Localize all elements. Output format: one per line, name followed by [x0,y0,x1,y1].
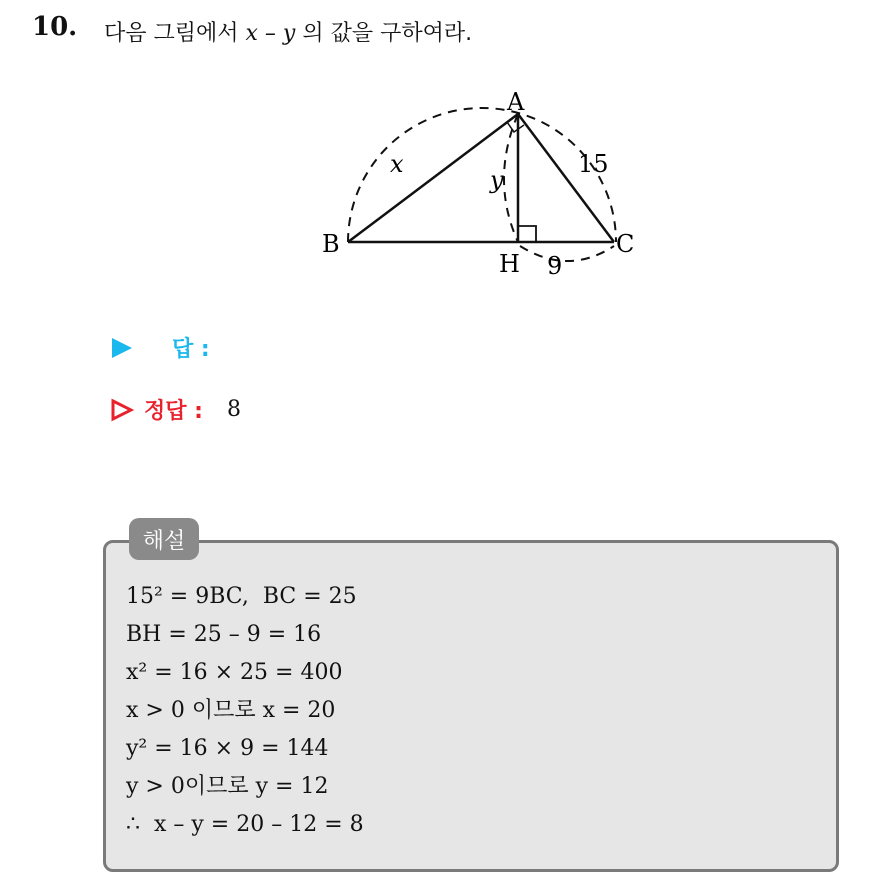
answer-label: 답 : [172,337,210,362]
solution-line-5: y² = 16 × 9 = 144 [126,736,329,761]
correct-answer-label: 정답 : [144,399,203,424]
label-h: H [499,250,520,278]
circumcircle-arc [348,108,616,242]
question-text-after: 의 값을 구하여라. [295,21,473,46]
triangle-figure [300,80,660,290]
solution-lines [126,578,364,844]
label-x: x [390,150,404,178]
label-a: A [507,88,525,116]
solution-line-6: y > 0이므로 y = 12 [126,774,329,799]
solution-line-7: ∴ x – y = 20 – 12 = 8 [126,812,364,837]
label-9: 9 [547,252,563,280]
right-angle-h [518,226,536,242]
arc-hc [520,246,614,261]
solution-line-1: 15² = 9BC, BC = 25 [126,584,357,609]
outline-triangle-icon [110,398,134,422]
correct-answer-value: 8 [226,397,241,422]
answer-blank-row [110,332,210,363]
label-15: 15 [578,150,609,178]
label-c: C [616,230,635,258]
solution-tab: 해설 [129,518,199,560]
solution-line-3: x² = 16 × 25 = 400 [126,660,343,685]
solution-line-2: BH = 25 – 9 = 16 [126,622,322,647]
label-b: B [322,230,340,258]
arc-ah [504,114,518,242]
label-y: y [490,166,504,194]
filled-triangle-icon [110,336,134,360]
question-text-before: 다음 그림에서 [104,21,246,46]
question-number: 10. [32,12,78,42]
question-expression: x – y [245,21,296,46]
solution-line-4: x > 0 이므로 x = 20 [126,698,336,723]
answer-correct-row [110,394,241,425]
right-angle-a [507,122,524,132]
question-text [104,16,472,47]
